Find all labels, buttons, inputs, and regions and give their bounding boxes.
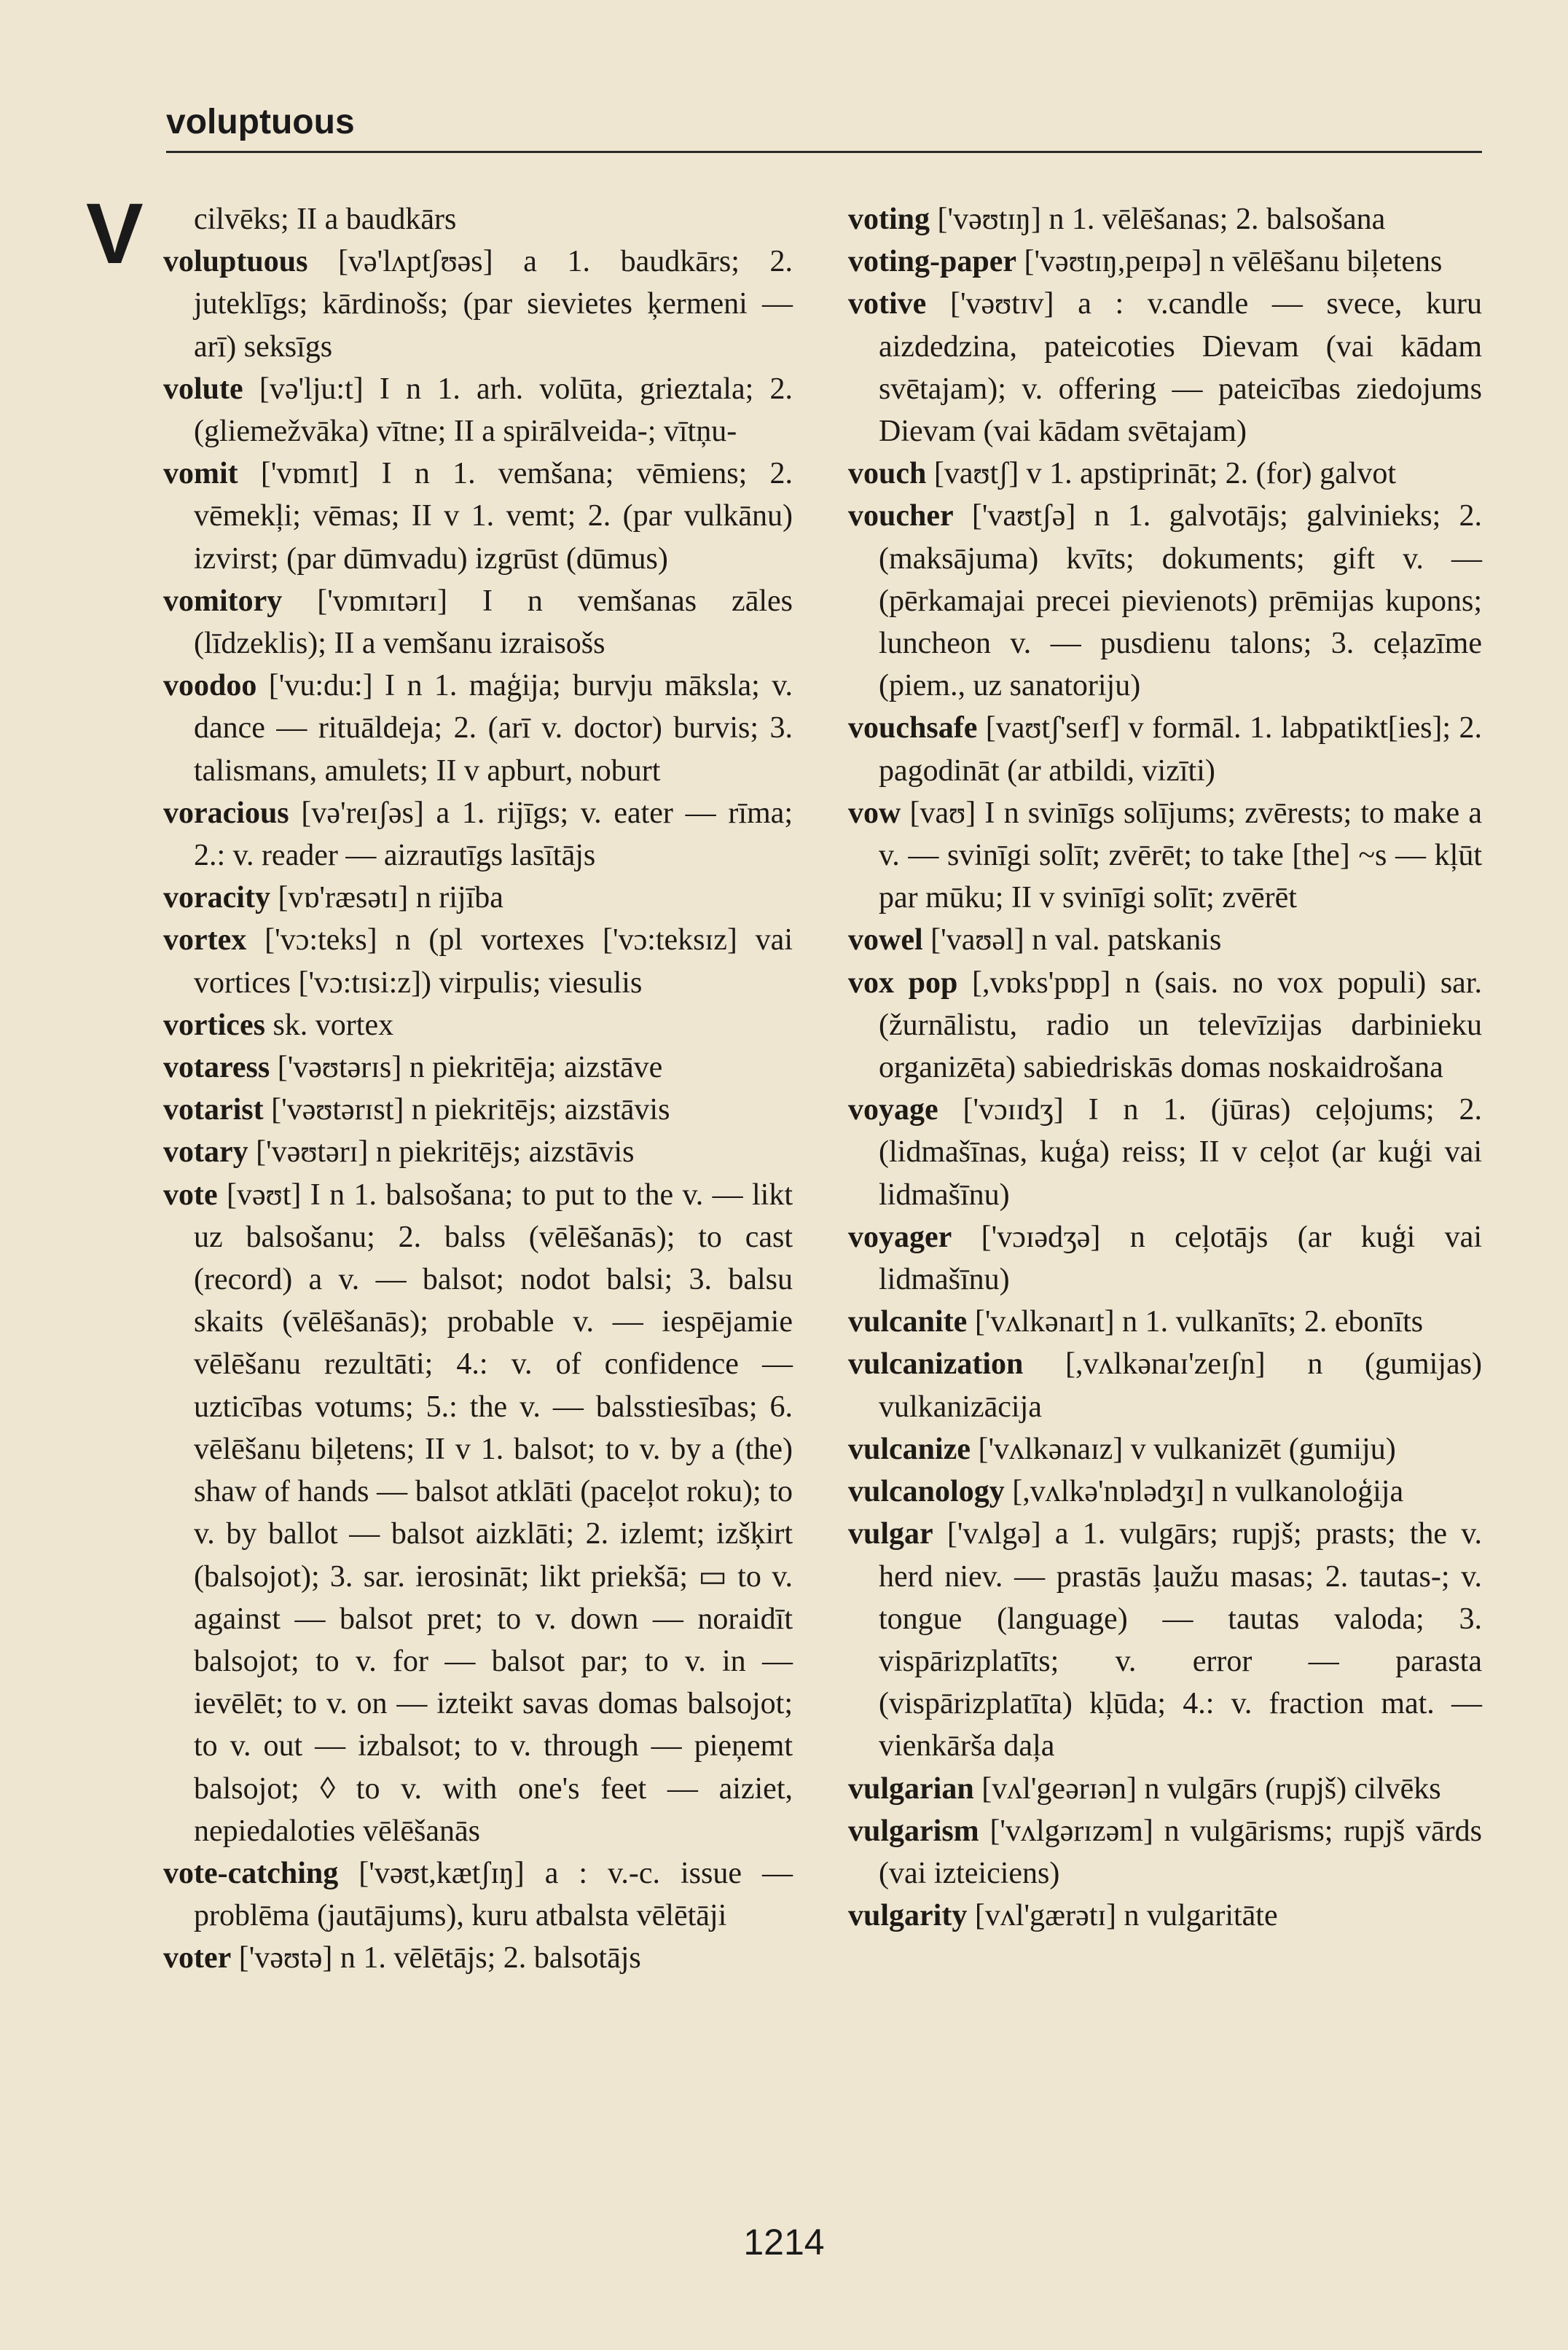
entry-headword: voucher	[848, 499, 954, 533]
entry-headword: vortices	[163, 1008, 265, 1042]
left-column	[163, 198, 793, 1980]
entry-headword: vowel	[848, 923, 923, 957]
entry-definition: ['vʌlkənaɪz] v vulkanizēt (gumiju)	[970, 1432, 1396, 1466]
entry-definition: [vaʊtʃ] v 1. apstiprināt; 2. (for) galvot	[926, 457, 1397, 491]
entry-headword: vulcanology	[848, 1475, 1005, 1509]
entry-definition: [,vʌlkənaɪ'zeɪʃn] n (gumijas) vulkanizācija	[879, 1347, 1482, 1424]
entry-definition: ['vʌlgə] a 1. vulgārs; rupjš; prasts; the v. herd niev. — prastās ļaužu masas; 2. tautas-; v. tongue (language) — tautas valoda; 3. vispārizplatīts; v. error — parasta (vispārizplatīta) kļūda; 4.: v. fraction mat. — vienkārša daļa	[879, 1517, 1482, 1763]
entry-definition: [və'lʌptʃʊəs] a 1. baudkārs; 2. juteklīgs; kārdinošs; (par sievietes ķermeni — arī) seksīgs	[194, 245, 793, 364]
entry-definition: ['vɔɪədʒə] n ceļotājs (ar kuģi vai lidmašīnu)	[879, 1220, 1482, 1297]
entry-headword: vox pop	[848, 966, 958, 1000]
dictionary-entry	[163, 1046, 793, 1089]
entry-headword: vulgarism	[848, 1814, 979, 1848]
entry-definition: [vaʊ] I n svinīgs solījums; zvērests; to make a v. — svinīgi solīt; zvērēt; to take [the] ~s — kļūt par mūku; II v svinīgi solīt; zvērēt	[879, 796, 1482, 915]
dictionary-entry	[848, 283, 1482, 453]
entry-headword: vulgar	[848, 1517, 933, 1551]
entry-definition: ['vəʊtə] n 1. vēlētājs; 2. balsotājs	[231, 1941, 641, 1975]
entry-definition: ['vəʊtərɪ] n piekritējs; aizstāvis	[248, 1135, 635, 1170]
entry-headword: vouchsafe	[848, 711, 978, 745]
entry-headword: vote-catching	[163, 1856, 339, 1890]
entry-definition: ['vɒmɪt] I n 1. vemšana; vēmiens; 2. vēmekļi; vēmas; II v 1. vemt; 2. (par vulkānu) izvirst; (par dūmvadu) izgrūst (dūmus)	[194, 457, 793, 576]
entry-definition: [və'lju:t] I n 1. arh. volūta, grieztala; 2. (gliemežvāka) vītne; II a spirālveida-; vītņu-	[194, 372, 793, 449]
header-rule	[166, 151, 1482, 153]
dictionary-entry	[848, 1428, 1482, 1470]
dictionary-entry	[163, 198, 793, 240]
entry-headword: voracious	[163, 796, 289, 830]
dictionary-entry	[848, 1513, 1482, 1767]
dictionary-entry	[848, 962, 1482, 1089]
entry-headword: vulcanization	[848, 1347, 1024, 1382]
entry-headword: vulgarian	[848, 1771, 974, 1806]
dictionary-entry	[848, 495, 1482, 707]
right-column	[848, 198, 1482, 1937]
dictionary-entry	[848, 198, 1482, 240]
entry-headword: voting	[848, 203, 930, 236]
dictionary-entry	[848, 1343, 1482, 1427]
dictionary-entry	[163, 1004, 793, 1046]
dictionary-entry	[848, 1089, 1482, 1216]
dictionary-entry	[163, 1174, 793, 1852]
page-number: 1214	[743, 2222, 825, 2263]
dictionary-entry	[163, 580, 793, 665]
entry-definition: ['vəʊtɪv] a : v.candle — svece, kuru aizdedzina, pateicoties Dievam (vai kādam svētajam); v. offering — pateicības ziedojums Dievam (vai kādam svētajam)	[879, 287, 1482, 449]
entry-definition: [vəʊt] I n 1. balsošana; to put to the v. — likt uz balsošanu; 2. balss (vēlēšanās); to cast (record) a v. — balsot; nodot balsi; 3. balsu skaits (vēlēšanās); probable v. — iespējamie vēlēšanu rezultāti; 4.: v. of confidence — uzticības votums; 5.: the v. — balsstiesības; 6. vēlēšanu biļetens; II v 1. balsot; to v. by a (the) shaw of hands — balsot atklāti (paceļot roku); to v. by ballot — balsot aizklāti; 2. izlemt; izšķirt (balsojot); 3. sar. ierosināt; likt priekšā; ▭ to v. against — balsot pret; to v. down — noraidīt balsojot; to v. for — balsot par; to v. in — ievēlēt; to v. on — izteikt savas domas balsojot; to v. out — izbalsot; to v. through — pieņemt balsojot; ◊ to v. with one's feet — aiziet, nepiedaloties vēlēšanās	[194, 1178, 793, 1848]
dictionary-entry	[848, 453, 1482, 495]
entry-headword: vote	[163, 1178, 218, 1212]
dictionary-entry	[848, 707, 1482, 791]
dictionary-entry	[848, 1895, 1482, 1937]
entry-definition: ['vəʊtɪŋ,peɪpə] n vēlēšanu biļetens	[1016, 245, 1443, 279]
running-head: voluptuous	[166, 103, 355, 141]
entry-headword: voyager	[848, 1220, 952, 1254]
entry-headword: votive	[848, 287, 927, 321]
entry-definition: [və'reɪʃəs] a 1. rijīgs; v. eater — rīma; 2.: v. reader — aizrautīgs lasītājs	[194, 796, 793, 873]
entry-headword: voting-paper	[848, 245, 1016, 279]
entry-definition: ['vəʊtərɪs] n piekritēja; aizstāve	[270, 1051, 663, 1085]
dictionary-entry	[848, 792, 1482, 920]
entry-definition: [vaʊtʃ'seɪf] v formāl. 1. labpatikt[ies]; 2. pagodināt (ar atbildi, vizīti)	[879, 711, 1482, 788]
dictionary-entry	[848, 1810, 1482, 1895]
entry-headword: vomitory	[163, 584, 283, 618]
entry-definition: ['vəʊt,kætʃɪŋ] a : v.-c. issue — problēma (jautājums), kuru atbalsta vēlētāji	[194, 1856, 793, 1933]
entry-definition: ['vɔɪɪdʒ] I n 1. (jūras) ceļojums; 2. (lidmašīnas, kuģa) reiss; II v ceļot (ar kuģi vai lidmašīnu)	[879, 1093, 1482, 1212]
section-letter: V	[86, 186, 144, 282]
entry-headword: voyage	[848, 1093, 938, 1127]
entry-definition: [,vɒks'pɒp] n (sais. no vox populi) sar. (žurnālistu, radio un televīzijas darbinieku organizēta) sabiedriskās domas noskaidrošana	[879, 966, 1482, 1085]
entry-definition: [,vʌlkə'nɒlədʒɪ] n vulkanoloģija	[1004, 1475, 1404, 1509]
entry-definition: ['vɒmɪtərɪ] I n vemšanas zāles (līdzeklis); II a vemšanu izraisošs	[194, 584, 793, 661]
dictionary-entry	[848, 240, 1482, 283]
entry-headword: vulcanite	[848, 1305, 968, 1339]
entry-definition: [vʌl'geərɪən] n vulgārs (rupjš) cilvēks	[973, 1771, 1441, 1806]
entry-definition: ['vɔ:teks] n (pl vortexes ['vɔ:teksɪz] vai vortices ['vɔ:tɪsi:z]) virpulis; viesulis	[194, 923, 793, 1000]
entry-headword: votarist	[163, 1093, 264, 1127]
dictionary-entry	[163, 919, 793, 1003]
entry-headword: voracity	[163, 881, 270, 915]
entry-headword: votary	[163, 1135, 248, 1170]
entry-headword: voodoo	[163, 669, 257, 703]
entry-definition: ['vaʊəl] n val. patskanis	[922, 923, 1222, 957]
dictionary-entry	[163, 1131, 793, 1173]
entry-headword: volute	[163, 372, 243, 406]
entry-headword: vomit	[163, 457, 238, 491]
dictionary-entry	[163, 877, 793, 919]
entry-headword: votaress	[163, 1051, 270, 1085]
entry-headword: vortex	[163, 923, 247, 957]
entry-headword: vow	[848, 796, 901, 830]
dictionary-entry	[848, 1301, 1482, 1343]
dictionary-entry	[163, 665, 793, 792]
entry-headword: voluptuous	[163, 245, 308, 279]
dictionary-entry	[163, 1937, 793, 1979]
entry-definition: ['vaʊtʃə] n 1. galvotājs; galvinieks; 2. (maksājuma) kvīts; dokuments; gift v. — (pērkamajai precei pievienots) prēmijas kupons; luncheon v. — pusdienu talons; 3. ceļazīme (piem., uz sanatoriju)	[879, 499, 1482, 703]
dictionary-entry	[163, 240, 793, 368]
dictionary-entry	[163, 453, 793, 580]
dictionary-entry	[163, 368, 793, 453]
entry-definition: ['vəʊtərɪst] n piekritējs; aizstāvis	[263, 1093, 670, 1127]
entry-headword: vouch	[848, 457, 927, 491]
entry-headword: vulcanize	[848, 1432, 971, 1466]
entry-definition: ['vəʊtɪŋ] n 1. vēlēšanas; 2. balsošana	[930, 203, 1386, 236]
dictionary-entry	[848, 1216, 1482, 1301]
dictionary-entry	[163, 792, 793, 877]
dictionary-entry	[163, 1852, 793, 1937]
entry-definition: ['vʌlkənaɪt] n 1. vulkanīts; 2. ebonīts	[967, 1305, 1424, 1339]
dictionary-entry	[848, 1470, 1482, 1513]
dictionary-entry	[848, 919, 1482, 961]
entry-headword: voter	[163, 1941, 232, 1975]
entry-definition: [vʌl'gærətɪ] n vulgaritāte	[967, 1899, 1278, 1933]
entry-definition: sk. vortex	[264, 1008, 394, 1042]
entry-definition: ['vʌlgərɪzəm] n vulgārisms; rupjš vārds (vai izteiciens)	[879, 1814, 1482, 1890]
dictionary-entry	[848, 1768, 1482, 1810]
entry-definition: cilvēks; II a baudkārs	[194, 203, 457, 236]
entry-definition: ['vu:du:] I n 1. maģija; burvju māksla; v. dance — rituāldeja; 2. (arī v. doctor) burvis; 3. talismans, amulets; II v apburt, noburt	[194, 669, 793, 788]
entry-headword: vulgarity	[848, 1899, 968, 1933]
dictionary-entry	[163, 1089, 793, 1131]
entry-definition: [vɒ'ræsətɪ] n rijība	[270, 881, 503, 915]
